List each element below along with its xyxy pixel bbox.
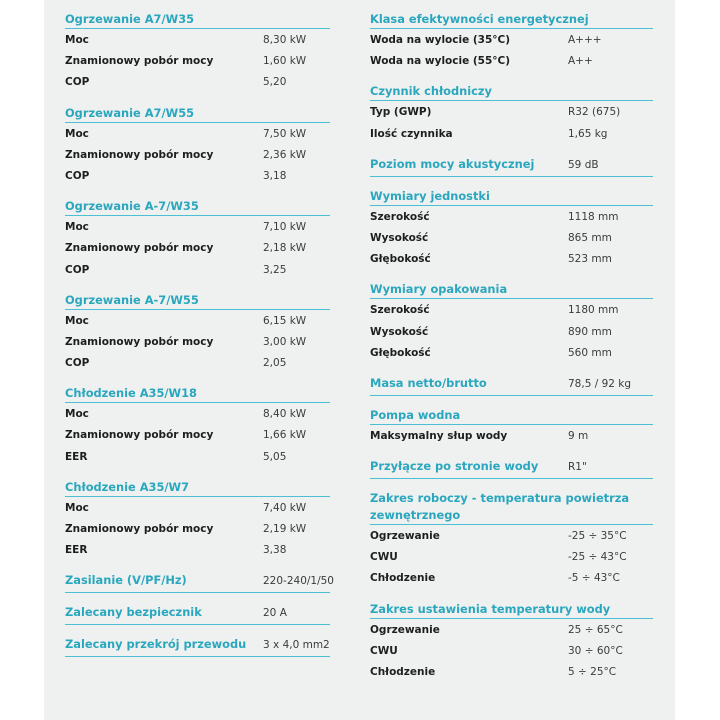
spec-value: 6,15 kW	[263, 314, 307, 327]
inline-value: 20 A	[263, 607, 287, 620]
spec-label: Moc	[65, 408, 89, 421]
spec-section	[370, 396, 653, 447]
spec-row	[65, 404, 330, 425]
spec-label: COP	[65, 76, 90, 89]
spec-row	[370, 322, 653, 343]
spec-value: -5 ÷ 43°C	[568, 572, 620, 585]
section-title: Ogrzewanie A7/W55	[65, 94, 330, 123]
spec-row	[370, 426, 653, 447]
spec-value: 5 ÷ 25°C	[568, 666, 617, 678]
spec-section	[370, 72, 653, 144]
spec-row	[370, 207, 653, 228]
section-title: Zakres roboczy - temperatura powietrza zewnętrznego	[370, 479, 653, 525]
spec-value: 523 mm	[568, 253, 612, 266]
left-column	[65, 0, 334, 657]
spec-label: Wysokość	[370, 231, 429, 244]
spec-section	[370, 270, 653, 364]
section-title: Ogrzewanie A-7/W55	[65, 281, 330, 310]
spec-value: 8,40 kW	[263, 408, 307, 421]
spec-value: 3,18	[263, 169, 287, 182]
spec-row	[370, 343, 653, 364]
spec-value: 7,50 kW	[263, 127, 307, 140]
spec-label: Głębokość	[370, 253, 431, 266]
spec-label: Moc	[65, 34, 89, 46]
spec-section	[65, 187, 330, 281]
spec-label: Znamionowy pobór mocy	[65, 429, 214, 442]
spec-label: Ogrzewanie	[370, 623, 440, 636]
inline-value: 59 dB	[568, 158, 599, 171]
spec-row	[65, 425, 330, 446]
spec-label: CWU	[370, 644, 398, 657]
spec-row	[65, 353, 330, 374]
spec-label: Znamionowy pobór mocy	[65, 148, 214, 161]
spec-row	[65, 238, 330, 259]
section-title: Czynnik chłodniczy	[370, 72, 653, 101]
spec-row	[65, 51, 330, 72]
spec-value: 5,05	[263, 450, 287, 463]
inline-title: Przyłącze po stronie wody	[370, 459, 539, 474]
spec-row	[65, 124, 330, 145]
spec-value: 2,05	[263, 357, 287, 370]
spec-value: 8,30 kW	[263, 34, 307, 46]
spec-label: CWU	[370, 551, 398, 564]
section-title: Klasa efektywności energetycznej	[370, 0, 653, 29]
inline-spec	[65, 593, 330, 625]
inline-title: Poziom mocy akustycznej	[370, 156, 535, 171]
spec-value: 865 mm	[568, 231, 612, 244]
spec-value: A++	[568, 55, 593, 68]
spec-row	[370, 124, 653, 145]
spec-label: Znamionowy pobór mocy	[65, 335, 214, 348]
spec-value: 2,36 kW	[263, 148, 307, 161]
spec-row	[65, 166, 330, 187]
spec-value: 1,65 kg	[568, 127, 608, 140]
spec-row	[370, 249, 653, 270]
spec-row	[370, 102, 653, 123]
spec-value: 560 mm	[568, 346, 612, 359]
spec-label: Znamionowy pobór mocy	[65, 55, 214, 68]
spec-label: Moc	[65, 501, 89, 514]
spec-value: 5,20	[263, 76, 287, 89]
section-title: Ogrzewanie A-7/W35	[65, 187, 330, 216]
spec-row	[370, 568, 653, 589]
spec-value: A+++	[568, 34, 602, 46]
inline-title: Zalecany przekrój przewodu	[65, 637, 247, 652]
spec-row	[65, 72, 330, 93]
spec-row	[65, 311, 330, 332]
spec-value: 9 m	[568, 429, 589, 442]
spec-value: 7,10 kW	[263, 221, 307, 234]
inline-spec	[370, 447, 653, 479]
spec-row	[370, 547, 653, 568]
spec-value: 2,18 kW	[263, 242, 307, 255]
spec-row	[65, 447, 330, 468]
spec-row	[65, 145, 330, 166]
spec-value: 1,66 kW	[263, 429, 307, 442]
spec-value: 3,25	[263, 263, 287, 276]
spec-value: 1180 mm	[568, 304, 619, 317]
spec-value: 890 mm	[568, 325, 612, 338]
spec-value: R32 (675)	[568, 106, 621, 119]
inline-title: Masa netto/brutto	[370, 375, 487, 390]
spec-label: Moc	[65, 314, 89, 327]
inline-title: Zalecany bezpiecznik	[65, 605, 202, 620]
spec-value: 3,38	[263, 544, 287, 557]
inline-spec	[65, 561, 334, 593]
spec-row	[370, 30, 653, 51]
spec-label: COP	[65, 263, 90, 276]
spec-label: Moc	[65, 221, 89, 234]
spec-label: Ilość czynnika	[370, 127, 453, 140]
spec-label: Typ (GWP)	[370, 106, 432, 119]
inline-spec	[370, 145, 653, 177]
spec-row	[65, 217, 330, 238]
spec-section	[65, 374, 330, 468]
spec-label: Szerokość	[370, 210, 430, 223]
inline-value: 78,5 / 92 kg	[568, 377, 632, 390]
spec-label: Chłodzenie	[370, 666, 436, 678]
spec-value: 1118 mm	[568, 210, 619, 223]
spec-section	[370, 0, 653, 72]
inline-value: R1"	[568, 461, 587, 474]
spec-row	[65, 332, 330, 353]
section-title: Wymiary jednostki	[370, 177, 653, 206]
spec-label: Chłodzenie	[370, 572, 436, 585]
spec-label: EER	[65, 544, 88, 557]
right-column	[370, 0, 653, 683]
spec-row	[370, 662, 653, 683]
section-title: Chłodzenie A35/W18	[65, 374, 330, 403]
spec-value: 25 ÷ 65°C	[568, 623, 623, 636]
spec-label: Woda na wylocie (35°C)	[370, 34, 511, 46]
section-title: Ogrzewanie A7/W35	[65, 0, 330, 29]
spec-row	[370, 620, 653, 641]
spec-section	[370, 177, 653, 271]
spec-row	[370, 51, 653, 72]
spec-row	[370, 641, 653, 662]
spec-label: Znamionowy pobór mocy	[65, 242, 214, 255]
spec-row	[370, 526, 653, 547]
inline-spec	[370, 364, 653, 396]
spec-value: -25 ÷ 43°C	[568, 551, 627, 564]
spec-label: COP	[65, 169, 90, 182]
spec-label: Wysokość	[370, 325, 429, 338]
spec-value: 7,40 kW	[263, 501, 307, 514]
spec-value: 2,19 kW	[263, 523, 307, 535]
inline-value: 220-240/1/50	[263, 575, 334, 588]
section-title: Pompa wodna	[370, 396, 653, 425]
spec-label: Znamionowy pobór mocy	[65, 523, 214, 535]
spec-label: Moc	[65, 127, 89, 140]
spec-label: EER	[65, 450, 88, 463]
section-title: Zakres ustawienia temperatury wody	[370, 590, 653, 619]
spec-label: Szerokość	[370, 304, 430, 317]
spec-section	[65, 0, 330, 94]
section-title: Wymiary opakowania	[370, 270, 653, 299]
spec-section	[65, 281, 330, 375]
spec-row	[65, 519, 330, 540]
spec-section	[370, 590, 653, 684]
spec-section	[370, 479, 653, 590]
inline-spec	[65, 625, 330, 657]
spec-value: -25 ÷ 35°C	[568, 530, 627, 543]
spec-value: 30 ÷ 60°C	[568, 644, 623, 657]
spec-label: Woda na wylocie (55°C)	[370, 55, 511, 68]
spec-row	[65, 260, 330, 281]
spec-row	[65, 30, 330, 51]
inline-title: Zasilanie (V/PF/Hz)	[65, 573, 187, 588]
spec-label: COP	[65, 357, 90, 370]
inline-value: 3 x 4,0 mm2	[263, 639, 330, 652]
spec-value: 3,00 kW	[263, 335, 307, 348]
spec-label: Ogrzewanie	[370, 530, 440, 543]
spec-value: 1,60 kW	[263, 55, 307, 68]
spec-label: Głębokość	[370, 346, 431, 359]
spec-row	[370, 300, 653, 321]
spec-row	[65, 540, 330, 561]
spec-row	[370, 228, 653, 249]
spec-section	[65, 468, 330, 562]
spec-row	[65, 498, 330, 519]
spec-label: Maksymalny słup wody	[370, 429, 508, 442]
section-title: Chłodzenie A35/W7	[65, 468, 330, 497]
spec-section	[65, 94, 330, 188]
